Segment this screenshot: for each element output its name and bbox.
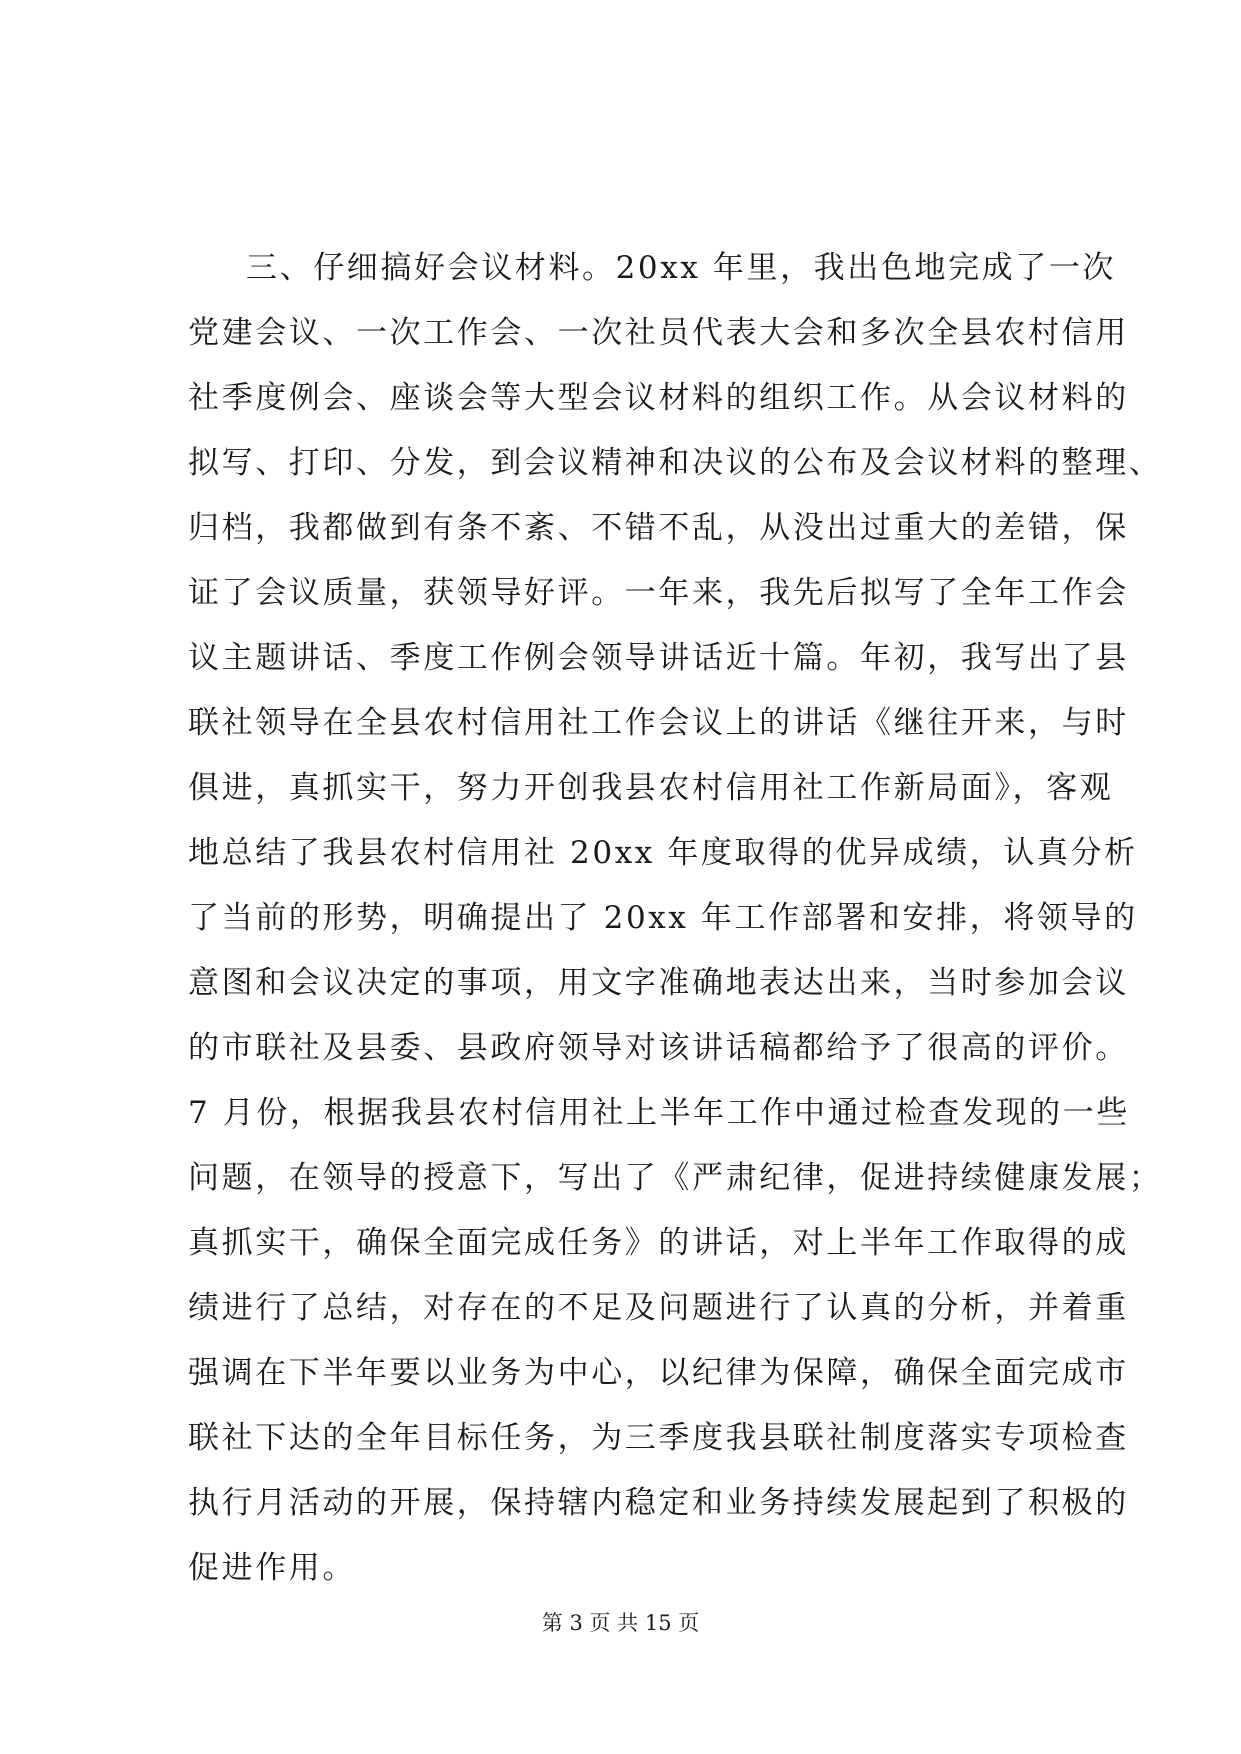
paragraph-line: 7 月份，根据我县农村信用社上半年工作中通过检查发现的一些 (188, 1095, 1130, 1131)
paragraph-line: 三、仔细搞好会议材料。20xx 年里，我出色地完成了一次 (246, 250, 1117, 286)
paragraph-line: 强调在下半年要以业务为中心，以纪律为保障，确保全面完成市 (188, 1355, 1129, 1391)
paragraph-line: 促进作用。 (188, 1550, 356, 1586)
paragraph-line: 了当前的形势，明确提出了 20xx 年工作部署和安排，将领导的 (188, 900, 1138, 936)
paragraph-line: 问题，在领导的授意下，写出了《严肃纪律，促进持续健康发展； (188, 1160, 1163, 1196)
paragraph-line: 意图和会议决定的事项，用文字准确地表达出来，当时参加会议 (188, 965, 1129, 1001)
paragraph-line: 真抓实干，确保全面完成任务》的讲话，对上半年工作取得的成 (188, 1225, 1129, 1261)
body-paragraph (188, 236, 1163, 1601)
paragraph-line: 俱进，真抓实干，努力开创我县农村信用社工作新局面》，客观 (188, 770, 1114, 806)
paragraph-line: 社季度例会、座谈会等大型会议材料的组织工作。从会议材料的 (188, 380, 1129, 416)
paragraph-line: 地总结了我县农村信用社 20xx 年度取得的优异成绩，认真分析 (188, 835, 1138, 871)
page-footer (0, 1608, 1241, 1638)
paragraph-line: 议主题讲话、季度工作例会领导讲话近十篇。年初，我写出了县 (188, 640, 1129, 676)
paragraph-line: 证了会议质量，获领导好评。一年来，我先后拟写了全年工作会 (188, 575, 1129, 611)
paragraph-line: 联社下达的全年目标任务，为三季度我县联社制度落实专项检查 (188, 1420, 1129, 1456)
paragraph-line: 拟写、打印、分发，到会议精神和决议的公布及会议材料的整理、 (188, 445, 1163, 481)
page-number-label: 第 3 页 共 15 页 (541, 1611, 700, 1635)
paragraph-line: 联社领导在全县农村信用社工作会议上的讲话《继往开来，与时 (188, 705, 1129, 741)
paragraph-line: 的市联社及县委、县政府领导对该讲话稿都给予了很高的评价。 (188, 1030, 1129, 1066)
paragraph-line: 绩进行了总结，对存在的不足及问题进行了认真的分析，并着重 (188, 1290, 1129, 1326)
paragraph-line: 执行月活动的开展，保持辖内稳定和业务持续发展起到了积极的 (188, 1485, 1129, 1521)
paragraph-line: 党建会议、一次工作会、一次社员代表大会和多次全县农村信用 (188, 315, 1129, 351)
paragraph-line: 归档，我都做到有条不紊、不错不乱，从没出过重大的差错，保 (188, 510, 1129, 546)
